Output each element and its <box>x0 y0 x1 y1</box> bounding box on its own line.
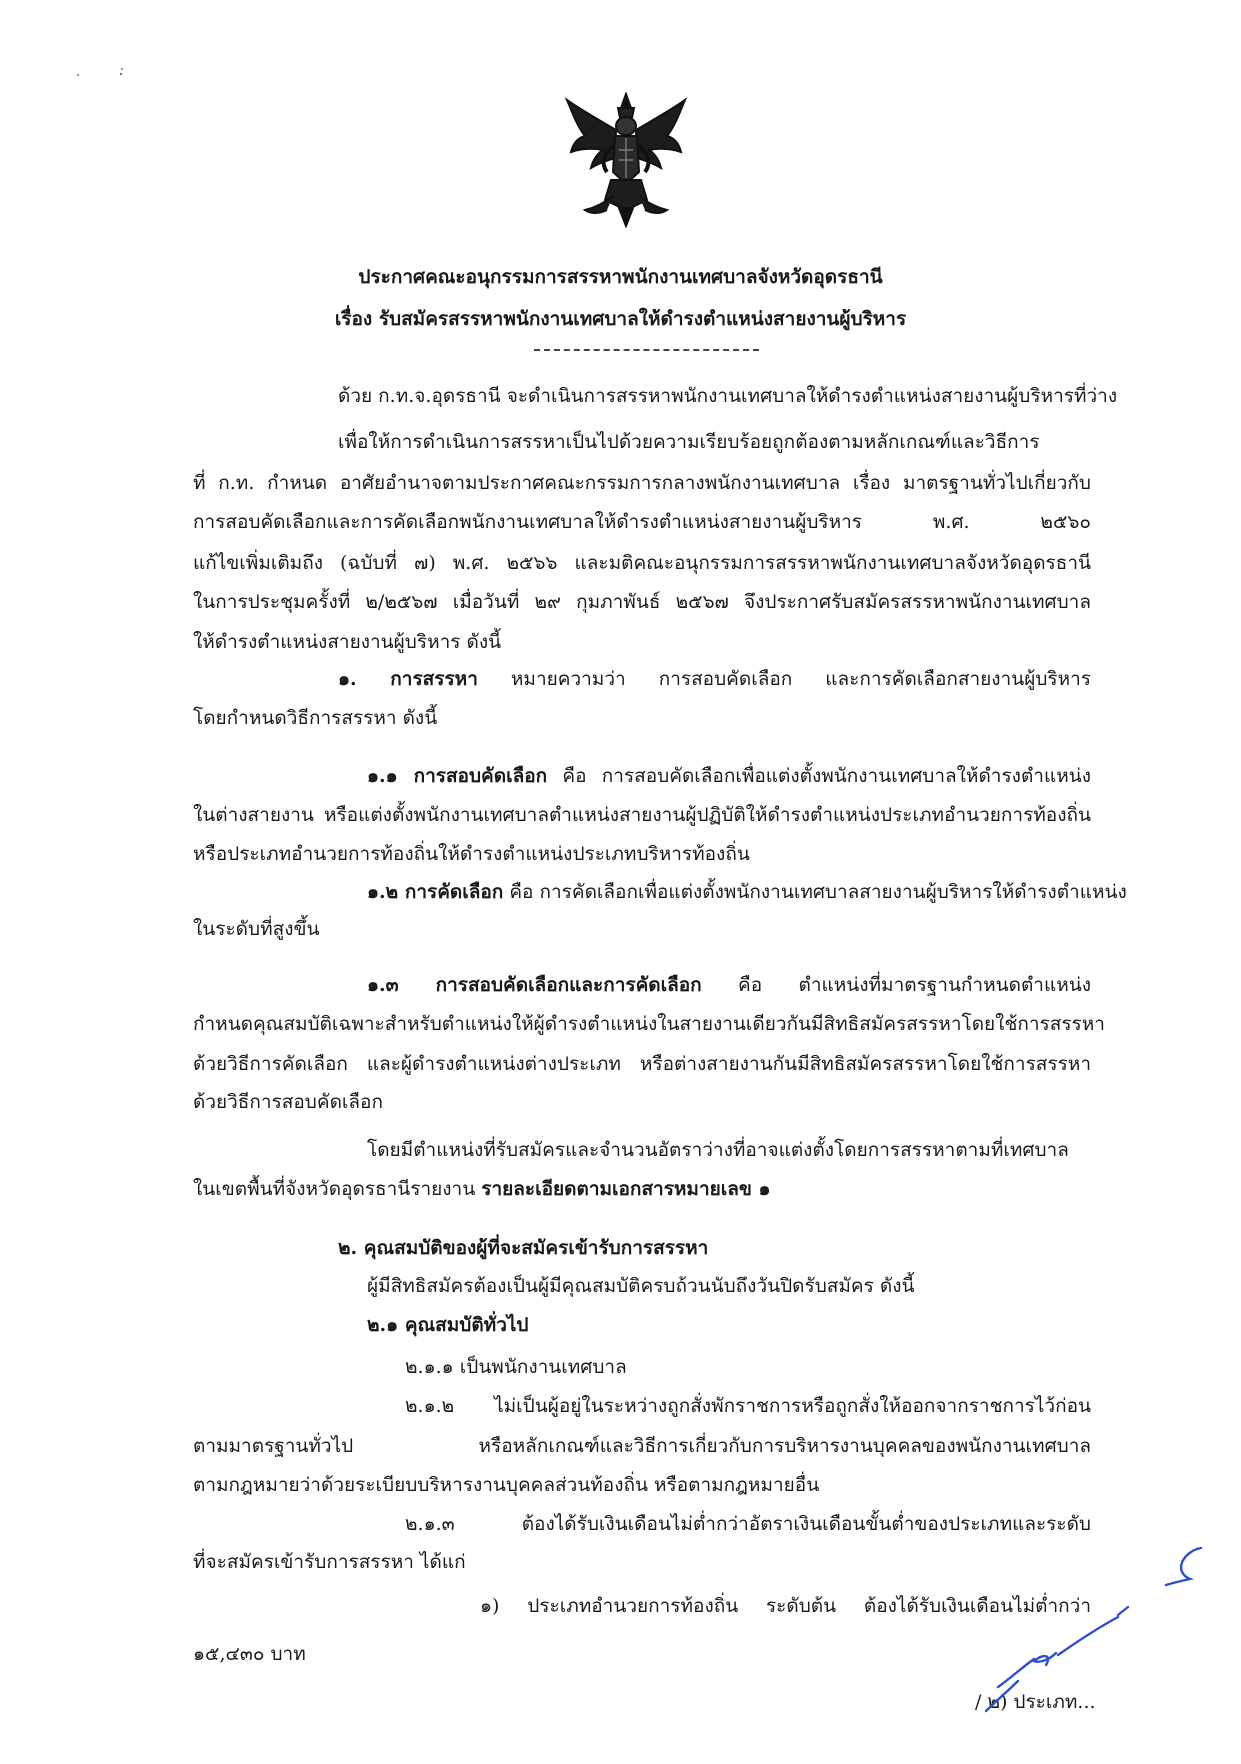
positions-line-2 <box>193 1177 771 1201</box>
para1-line-5: ในการประชุมครั้งที่ ๒/๒๕๖๗ เมื่อวันที่ ๒๙ กุมภาพันธ์ ๒๕๖๗ จึงประกาศรับสมัครสรรหาพนักงานเทศบาล <box>193 591 1091 613</box>
section-1-3-line-1 <box>367 973 1091 997</box>
section-1-1-text: คือ การสอบคัดเลือกเพื่อแต่งตั้งพนักงานเทศบาลให้ดำรงตำแหน่ง <box>547 765 1091 787</box>
scan-specks <box>70 65 150 85</box>
section-2-1-2-line-2: ตามมาตรฐานทั่วไป หรือหลักเกณฑ์และวิธีการเกี่ยวกับการบริหารงานบุคคลของพนักงานเทศบาล <box>193 1435 1091 1457</box>
page-continuation: / ๒) ประเภท... <box>975 1691 1096 1713</box>
section-2-1-1: ๒.๑.๑ เป็นพนักงานเทศบาล <box>405 1356 627 1378</box>
item-1-amount: ๑๕,๔๓๐ บาท <box>193 1643 306 1665</box>
section-2-text: ผู้มีสิทธิสมัครต้องเป็นผู้มีคุณสมบัติครบถ้วนนับถึงวันปิดรับสมัคร ดังนี้ <box>367 1275 915 1297</box>
section-2-1-heading: ๒.๑ คุณสมบัติทั่วไป <box>367 1314 529 1336</box>
section-1-1-line-1 <box>367 764 1091 788</box>
garuda-emblem-icon <box>563 92 689 228</box>
intro-paragraph: ด้วย ก.ท.จ.อุดรธานี จะดำเนินการสรรหาพนักงานเทศบาลให้ดำรงตำแหน่งสายงานผู้บริหารที่ว่าง <box>338 385 1118 407</box>
title-line-1: ประกาศคณะอนุกรรมการสรรหาพนักงานเทศบาลจังหวัดอุดรธานี <box>358 266 883 288</box>
signature-mark <box>968 1545 1218 1760</box>
section-1-1-heading: ๑.๑ การสอบคัดเลือก <box>367 765 548 787</box>
title-line-2: เรื่อง รับสมัครสรรหาพนักงานเทศบาลให้ดำรงตำแหน่งสายงานผู้บริหาร <box>334 308 907 330</box>
para1-line-6: ให้ดำรงตำแหน่งสายงานผู้บริหาร ดังนี้ <box>193 631 502 653</box>
para1-line-3: การสอบคัดเลือกและการคัดเลือกพนักงานเทศบาลให้ดำรงตำแหน่งสายงานผู้บริหาร พ.ศ. ๒๕๖๐ <box>193 511 1091 533</box>
section-2-heading: ๒. คุณสมบัติของผู้ที่จะสมัครเข้ารับการสรรหา <box>338 1237 709 1259</box>
section-1-3-line-2: กำหนดคุณสมบัติเฉพาะสำหรับตำแหน่งให้ผู้ดำรงตำแหน่งในสายงานเดียวกันมีสิทธิสมัครสรรหาโดยใช้การสรรหา <box>193 1013 1105 1035</box>
section-1-2-line-2: ในระดับที่สูงขึ้น <box>193 918 320 940</box>
section-1-line-2: โดยกำหนดวิธีการสรรหา ดังนี้ <box>193 707 438 729</box>
section-1-1-line-2: ในต่างสายงาน หรือแต่งตั้งพนักงานเทศบาลตำแหน่งสายงานผู้ปฏิบัติให้ดำรงตำแหน่งประเภทอำนวยการท้องถิ่น <box>193 804 1091 826</box>
section-1-text: หมายความว่า การสอบคัดเลือก และการคัดเลือกสายงานผู้บริหาร <box>477 668 1091 690</box>
positions-text: ในเขตพื้นที่จังหวัดอุดรธานีรายงาน <box>193 1178 482 1200</box>
section-2-1-2-line-1: ๒.๑.๒ ไม่เป็นผู้อยู่ในระหว่างถูกสั่งพักราชการหรือถูกสั่งให้ออกจากราชการไว้ก่อน <box>405 1395 1091 1417</box>
item-1-line: ๑) ประเภทอำนวยการท้องถิ่น ระดับต้น ต้องได้รับเงินเดือนไม่ต่ำกว่า <box>480 1595 1091 1617</box>
section-1-heading: ๑. การสรรหา <box>338 668 478 690</box>
para1-line-2: ที่ ก.ท. กำหนด อาศัยอำนาจตามประกาศคณะกรรมการกลางพนักงานเทศบาล เรื่อง มาตรฐานทั่วไปเกี่ยวกับ <box>193 472 1091 494</box>
section-1-3-text: คือ ตำแหน่งที่มาตรฐานกำหนดตำแหน่ง <box>701 974 1092 996</box>
section-1-3-line-4: ด้วยวิธีการสอบคัดเลือก <box>193 1091 383 1113</box>
section-1-3-line-3: ด้วยวิธีการคัดเลือก และผู้ดำรงตำแหน่งต่างประเภท หรือต่างสายงานกันมีสิทธิสมัครสรรหาโดยใช้การสรรหา <box>193 1053 1091 1075</box>
section-1-2-heading: ๑.๒ การคัดเลือก <box>367 881 504 903</box>
para1-line-1: เพื่อให้การดำเนินการสรรหาเป็นไปด้วยความเรียบร้อยถูกต้องตามหลักเกณฑ์และวิธีการ <box>338 431 1040 453</box>
section-1-2-text: คือ การคัดเลือกเพื่อแต่งตั้งพนักงานเทศบาลสายงานผู้บริหารให้ดำรงตำแหน่ง <box>503 881 1127 903</box>
section-1-line-1 <box>338 667 1091 691</box>
positions-reference: รายละเอียดตามเอกสารหมายเลข ๑ <box>481 1178 771 1200</box>
section-1-1-line-3: หรือประเภทอำนวยการท้องถิ่นให้ดำรงตำแหน่งประเภทบริหารท้องถิ่น <box>193 843 750 865</box>
title-separator <box>534 349 759 351</box>
positions-line-1: โดยมีตำแหน่งที่รับสมัครและจำนวนอัตราว่างที่อาจแต่งตั้งโดยการสรรหาตามที่เทศบาล <box>367 1139 1069 1161</box>
section-2-1-3-line-2: ที่จะสมัครเข้ารับการสรรหา ได้แก่ <box>193 1551 466 1573</box>
section-2-1-2-line-3: ตามกฎหมายว่าด้วยระเบียบบริหารงานบุคคลส่วนท้องถิ่น หรือตามกฎหมายอื่น <box>193 1474 820 1496</box>
section-2-1-3-line-1: ๒.๑.๓ ต้องได้รับเงินเดือนไม่ต่ำกว่าอัตราเงินเดือนขั้นต่ำของประเภทและระดับ <box>405 1513 1091 1535</box>
para1-line-4: แก้ไขเพิ่มเติมถึง (ฉบับที่ ๗) พ.ศ. ๒๕๖๖ และมติคณะอนุกรรมการสรรหาพนักงานเทศบาลจังหวัดอุดรธานี <box>193 552 1091 574</box>
section-1-2-line-1 <box>367 880 1127 904</box>
section-1-3-heading: ๑.๓ การสอบคัดเลือกและการคัดเลือก <box>367 974 702 996</box>
